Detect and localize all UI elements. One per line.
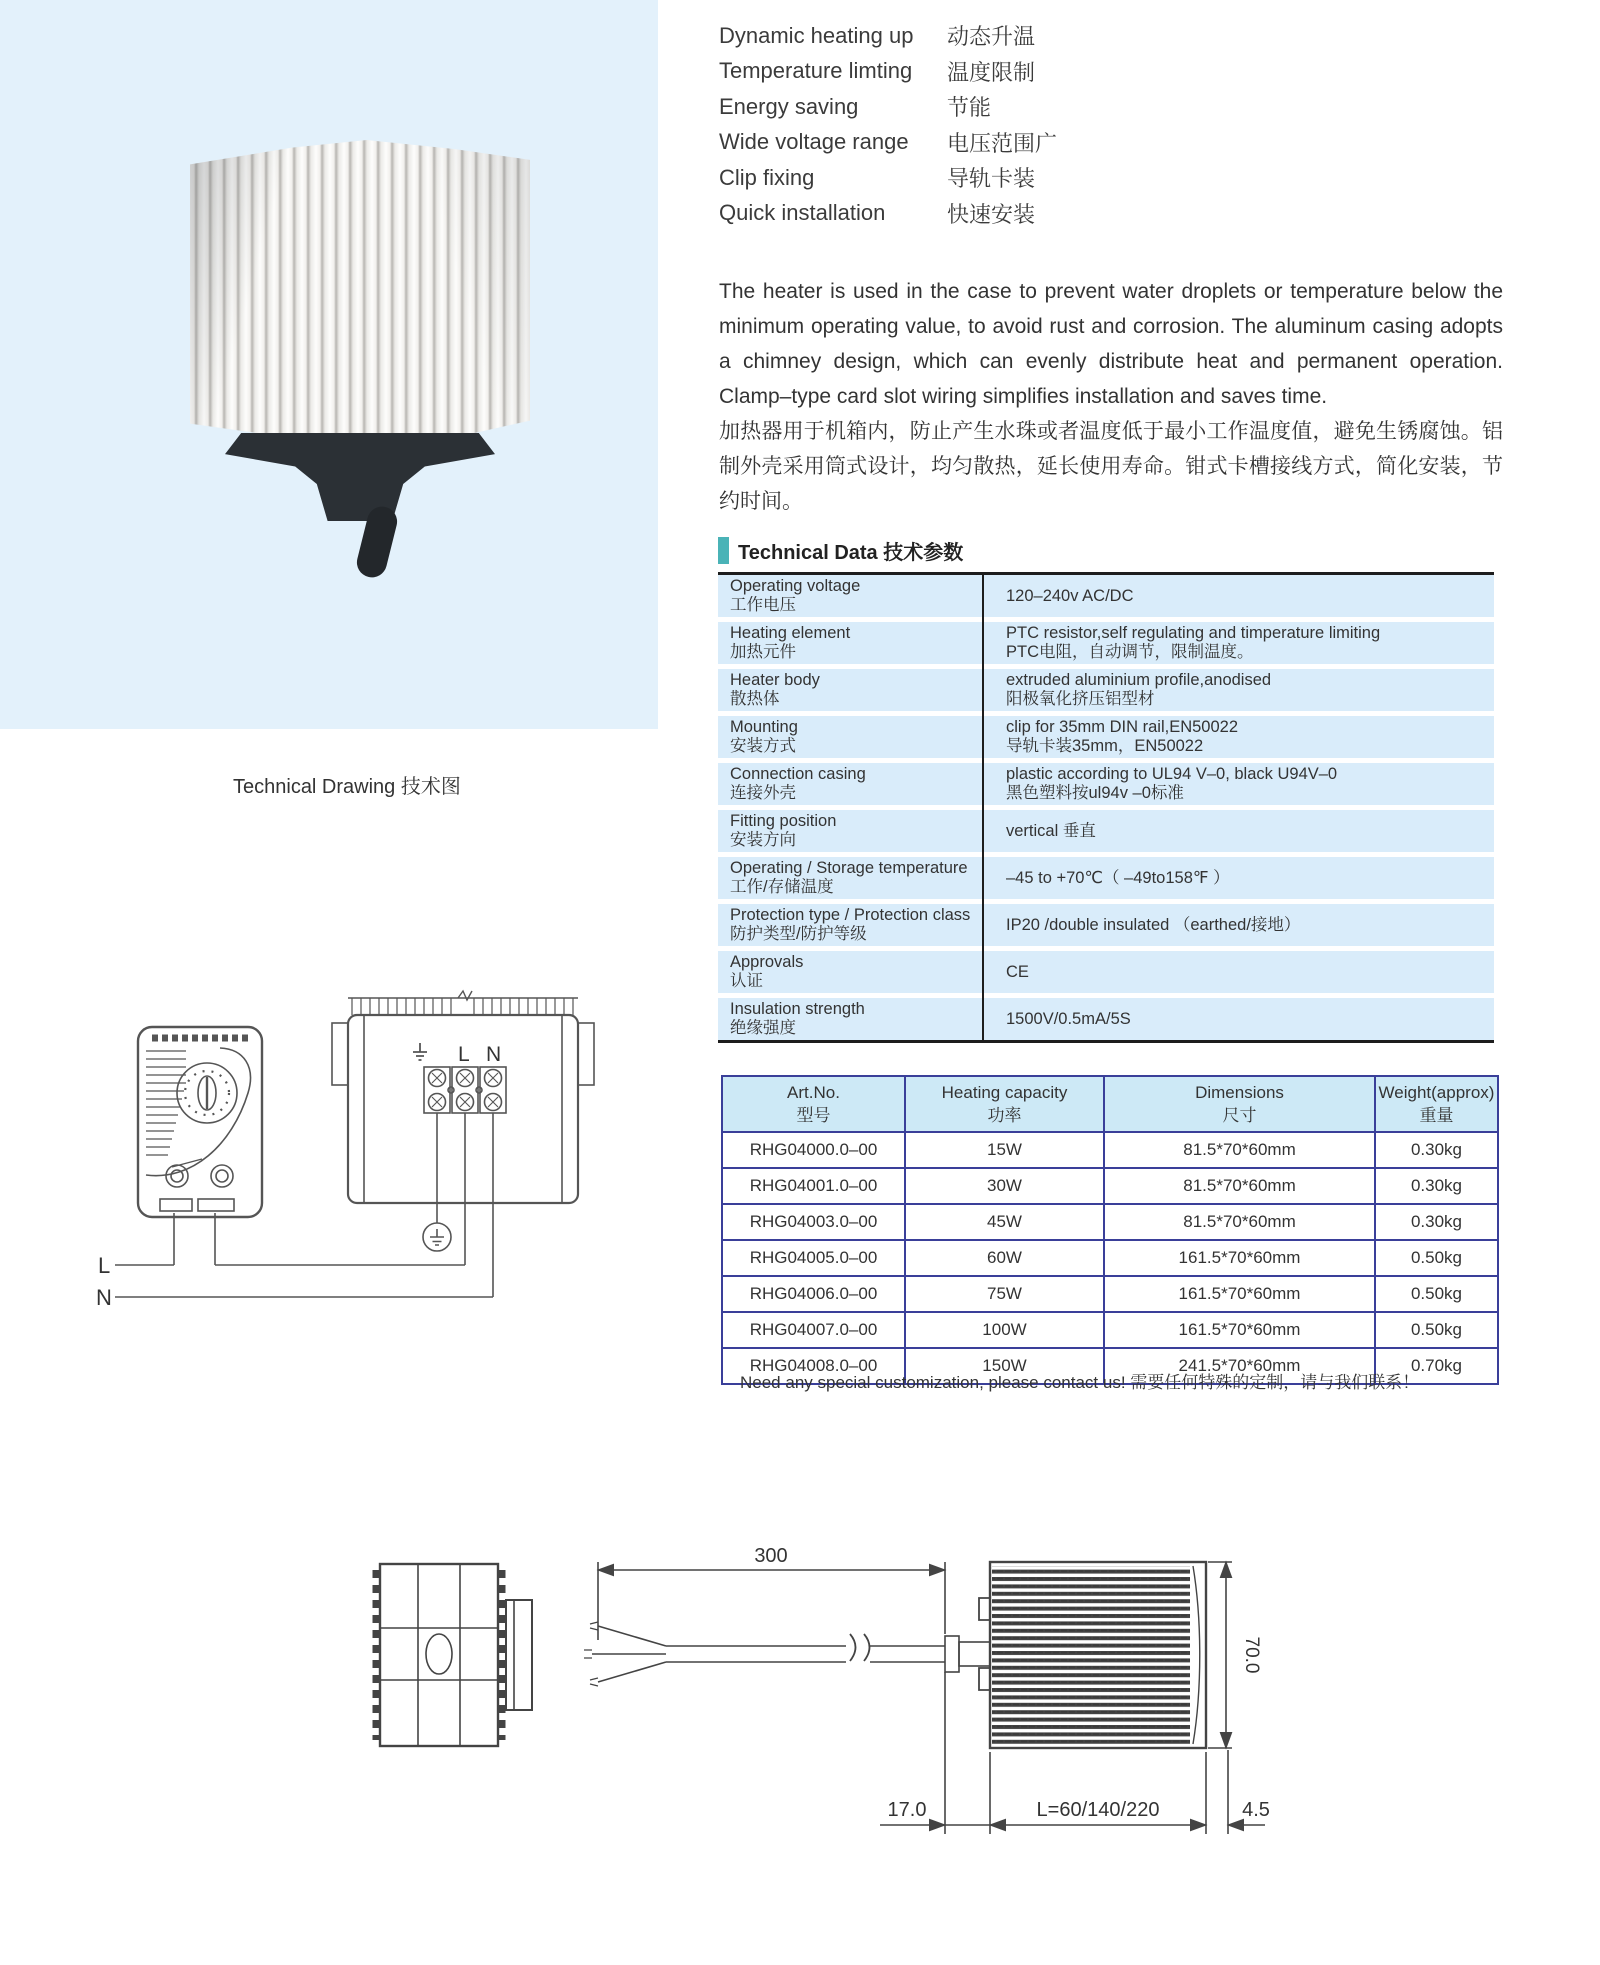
spec-value-en: plastic according to UL94 V–0, black U94V–0 [1006, 765, 1338, 783]
spec-label-zh: 连接外壳 [730, 784, 796, 802]
spec-value-zh: 阳极氧化挤压铝型材 [1006, 690, 1155, 708]
product-table [721, 1075, 1499, 1385]
earth-symbol [423, 1113, 451, 1251]
feature-en: Quick installation [719, 200, 886, 226]
svg-text:300: 300 [754, 1545, 788, 1567]
table-row: RHG04001.0–00 30W 81.5*70*60mm 0.30kg [722, 1168, 1498, 1204]
feature-en: Temperature limting [719, 58, 913, 84]
feature-en: Dynamic heating up [719, 22, 914, 48]
earth-icon [413, 1043, 427, 1060]
table-row: RHG04008.0–00 150W 241.5*70*60mm 0.70kg [722, 1348, 1498, 1384]
column-header-weight: Weight(approx) 重量 [1375, 1076, 1498, 1132]
spec-label-zh: 散热体 [730, 690, 780, 708]
spec-row [718, 810, 1494, 852]
spec-label-en: Insulation strength [730, 1000, 865, 1018]
cable-drawing [584, 1622, 990, 1686]
feature-en: Clip fixing [719, 164, 815, 190]
accent-bar [718, 537, 729, 564]
spec-value-en: 120–240v AC/DC [1006, 586, 1134, 605]
feature-item [719, 54, 1057, 90]
table-row: RHG04006.0–00 75W 161.5*70*60mm 0.50kg [722, 1276, 1498, 1312]
spec-row [718, 575, 1494, 617]
table-row: RHG04007.0–00 100W 161.5*70*60mm 0.50kg [722, 1312, 1498, 1348]
spec-row [718, 857, 1494, 899]
heater-rear-drawing [332, 991, 594, 1203]
feature-zh: 电压范围广 [947, 130, 1058, 156]
wire-label-n: N [96, 1285, 112, 1310]
spec-label-zh: 认证 [730, 972, 763, 990]
spec-label-en: Mounting [730, 718, 798, 736]
spec-label-en: Heating element [730, 624, 851, 642]
dimension-drawing [340, 1540, 1300, 1870]
spec-label-en: Approvals [730, 953, 804, 971]
spec-row [718, 904, 1494, 946]
svg-text:4.5: 4.5 [1242, 1799, 1270, 1821]
spec-label-en: Connection casing [730, 765, 866, 783]
spec-value-en: CE [1006, 962, 1029, 981]
spec-label-zh: 防护类型/防护等级 [730, 925, 867, 943]
spec-label-zh: 绝缘强度 [730, 1019, 796, 1037]
feature-item [719, 89, 1057, 125]
spec-label-en: Operating voltage [730, 577, 861, 595]
spec-row [718, 622, 1494, 664]
description-en: The heater is used in the case to prevent water droplets or temperature below the minimum operating value, to avoid rust and corrosion. The aluminum casing adopts a chimney design, which can evenly distribute heat and permanent operation. Clamp–type card slot wiring simplifies installation and saves time. [719, 280, 1503, 408]
dimension-70 [1208, 1562, 1262, 1748]
spec-row [718, 669, 1494, 711]
svg-text:70.0: 70.0 [1241, 1636, 1262, 1674]
technical-drawing-label: Technical Drawing 技术图 [233, 776, 461, 798]
description-zh: 加热器用于机箱内，防止产生水珠或者温度低于最小工作温度值，避免生锈腐蚀。铝制外壳采用筒式设计，均匀散热，延长使用寿命。钳式卡槽接线方式，简化安装，节约时间。 [719, 420, 1503, 513]
spec-value-en: 1500V/0.5mA/5S [1006, 1009, 1131, 1028]
spec-value-zh: 导轨卡装35mm，EN50022 [1006, 737, 1204, 755]
thermostat-drawing [138, 1027, 262, 1217]
spec-value-en: extruded aluminium profile,anodised [1006, 671, 1272, 689]
feature-item [719, 125, 1057, 161]
spec-label-zh: 加热元件 [730, 643, 796, 661]
product-table-header-row [722, 1076, 1498, 1132]
spec-row [718, 763, 1494, 805]
feature-item [719, 160, 1057, 196]
spec-row [718, 998, 1494, 1040]
heater-side-view [979, 1562, 1206, 1748]
feature-zh: 温度限制 [947, 59, 1036, 85]
spec-label-en: Protection type / Protection class [730, 906, 971, 924]
spec-value-en: PTC resistor,self regulating and timperature limiting [1006, 624, 1381, 642]
wiring-diagram [80, 985, 660, 1330]
spec-label-en: Fitting position [730, 812, 837, 830]
technical-data-table [718, 575, 1494, 1043]
feature-en: Wide voltage range [719, 129, 909, 155]
spec-value-en: clip for 35mm DIN rail,EN50022 [1006, 718, 1238, 736]
column-header-capacity: Heating capacity 功率 [905, 1076, 1104, 1132]
column-header-dimensions: Dimensions 尺寸 [1104, 1076, 1375, 1132]
spec-value-en: vertical 垂直 [1006, 821, 1096, 840]
heater-base-image [225, 433, 495, 521]
table-row: RHG04005.0–00 60W 161.5*70*60mm 0.50kg [722, 1240, 1498, 1276]
spec-label-en: Operating / Storage temperature [730, 859, 968, 877]
product-photo-panel [0, 0, 658, 729]
spec-label-zh: 安装方向 [730, 831, 796, 849]
wire-label-l: L [98, 1253, 111, 1278]
spec-label-zh: 工作电压 [730, 596, 796, 614]
technical-data-title: Technical Data 技术参数 [738, 542, 964, 564]
svg-text:L=60/140/220: L=60/140/220 [1036, 1799, 1160, 1821]
feature-zh: 快速安装 [947, 201, 1036, 227]
terminal-label-n: N [486, 1043, 502, 1066]
spec-row [718, 951, 1494, 993]
technical-data-header [718, 536, 1494, 575]
spec-label-zh: 安装方式 [730, 737, 796, 755]
svg-text:17.0: 17.0 [887, 1799, 927, 1821]
description [719, 274, 1503, 519]
profile-cross-section [376, 1564, 532, 1746]
table-row: RHG04003.0–00 45W 81.5*70*60mm 0.30kg [722, 1204, 1498, 1240]
spec-label-en: Heater body [730, 671, 820, 689]
feature-item [719, 18, 1057, 54]
terminal-label-l: L [458, 1043, 470, 1066]
column-header-artno: Art.No. 型号 [722, 1076, 905, 1132]
feature-list [719, 18, 1057, 231]
feature-zh: 动态升温 [947, 24, 1036, 50]
feature-zh: 导轨卡装 [947, 166, 1036, 192]
feature-zh: 节能 [947, 95, 992, 121]
customization-note: Need any special customization, please contact us! 需要任何特殊的定制，请与我们联系！ [740, 1373, 1420, 1392]
dimension-300 [598, 1545, 945, 1640]
spec-row [718, 716, 1494, 758]
table-row: RHG04000.0–00 15W 81.5*70*60mm 0.30kg [722, 1132, 1498, 1168]
feature-item [719, 196, 1057, 232]
product-photo [190, 140, 530, 570]
feature-en: Energy saving [719, 93, 859, 119]
spec-value-zh: 黑色塑料按ul94v –0标准 [1006, 784, 1184, 802]
heater-fins-image [190, 140, 530, 445]
spec-value-zh: PTC电阻，自动调节，限制温度。 [1006, 643, 1254, 661]
spec-label-zh: 工作/存储温度 [730, 878, 834, 896]
terminal-block [413, 1043, 506, 1113]
spec-value-en: –45 to +70℃（ –49to158℉ ） [1006, 868, 1230, 887]
spec-value-en: IP20 /double insulated （earthed/接地） [1006, 915, 1301, 934]
